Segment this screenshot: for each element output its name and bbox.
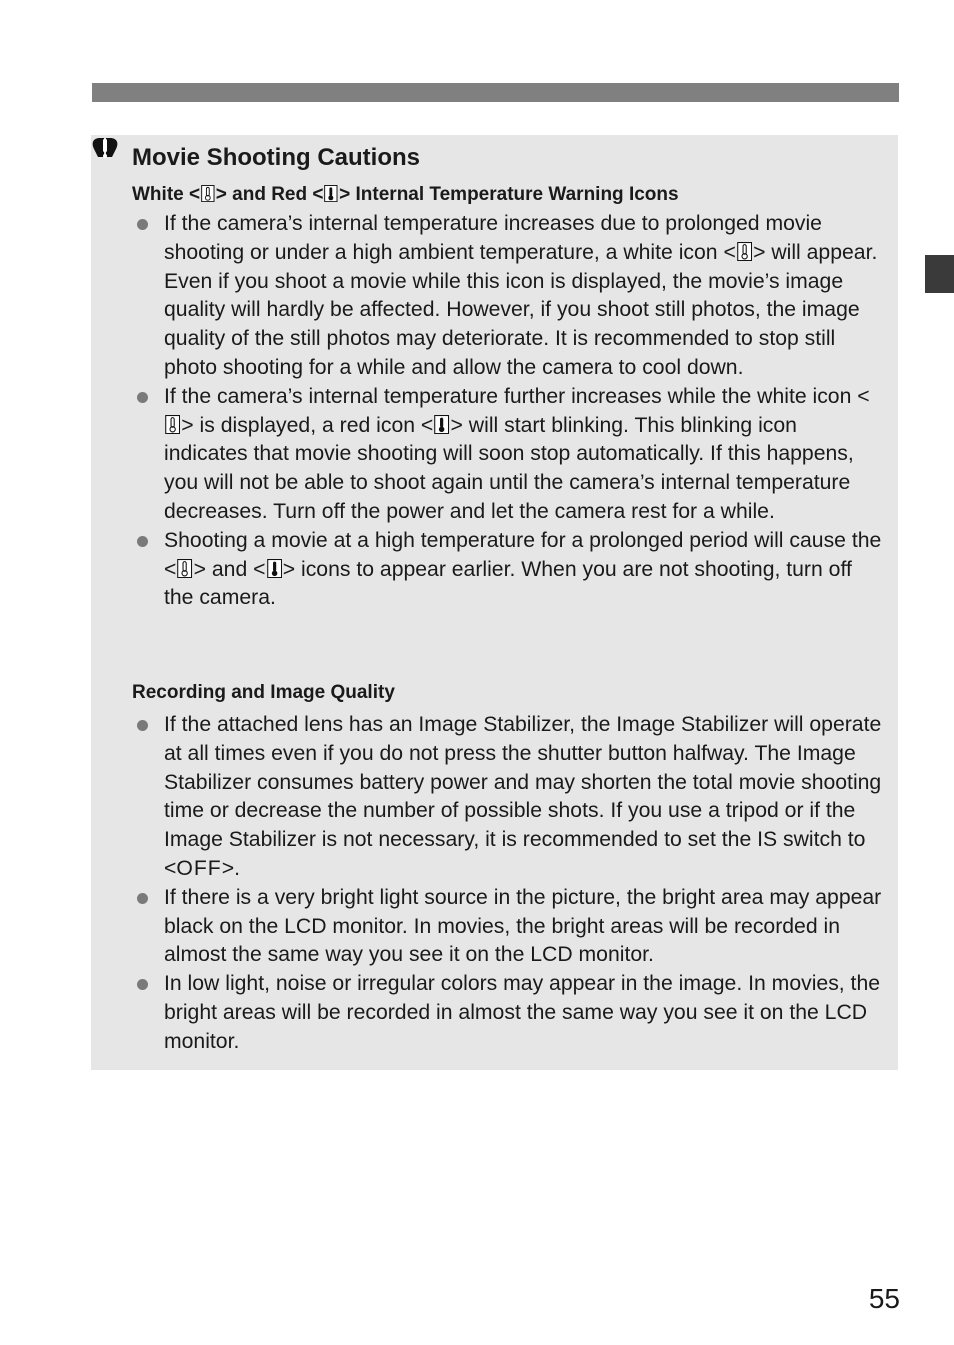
list-item bbox=[132, 711, 884, 884]
item-text: If the camera’s internal temperature further increases while the white icon < bbox=[164, 384, 870, 408]
section-heading-temperature-icons bbox=[132, 183, 679, 207]
item-text: > will appear. Even if you shoot a movie while this icon is displayed, the movie’s image quality will hardly be affected. However, if you shoot still photos, the image quality of the still photos may deteriorate. It is recommended to stop still photo shooting for a while and allow the camera to cool down. bbox=[164, 240, 878, 379]
recording-caution-list bbox=[132, 711, 884, 1057]
item-text: In low light, noise or irregular colors may appear in the image. In movies, the bright areas will be recorded in almost the same way you see it on the LCD monitor. bbox=[164, 972, 881, 1053]
list-item bbox=[132, 884, 884, 970]
white-temperature-warning-icon bbox=[177, 559, 192, 578]
item-text: If the attached lens has an Image Stabilizer, the Image Stabilizer will operate at all times even if you do not press the shutter button halfway. The Image Stabilizer consumes battery power and may shorten the total movie shooting time or decrease the number of possible shots. If you use a tripod or if the Image Stabilizer is not necessary, it is recommended to set the IS switch to < bbox=[164, 713, 882, 880]
white-temperature-warning-icon bbox=[165, 415, 180, 434]
list-item bbox=[132, 970, 884, 1056]
list-item bbox=[132, 527, 884, 613]
red-temperature-warning-icon bbox=[267, 559, 282, 578]
item-text: Shooting a movie at a high temperature for a prolonged period will cause the < bbox=[164, 528, 882, 581]
chapter-tab bbox=[925, 255, 954, 293]
list-item bbox=[132, 383, 884, 527]
temperature-caution-list bbox=[132, 210, 884, 613]
page-number: 55 bbox=[868, 1283, 900, 1314]
item-text: If there is a very bright light source in the picture, the bright area may appear black on the LCD monitor. In movies, the bright areas will be recorded in almost the same way you see it on the LCD monitor. bbox=[164, 885, 882, 967]
section-heading-recording-quality: Recording and Image Quality bbox=[132, 682, 395, 703]
red-temperature-warning-icon bbox=[434, 415, 449, 434]
item-text: > is displayed, a red icon < bbox=[181, 413, 434, 437]
heading-text: > and Red < bbox=[215, 184, 324, 205]
off-switch-label: OFF bbox=[176, 856, 222, 880]
item-text: > will start blinking. This blinking icon indicates that movie shooting will soon stop automatically. If this happens, you will not be able to shoot again until the camera’s internal temperature decreases. Turn off the power and let the camera rest for a while. bbox=[164, 413, 854, 523]
list-item bbox=[132, 210, 884, 383]
item-text: If the camera’s internal temperature increases due to prolonged movie shooting or under a high ambient temperature, a white icon < bbox=[164, 212, 822, 264]
white-temperature-warning-icon bbox=[737, 242, 752, 261]
red-temperature-warning-icon bbox=[324, 185, 338, 202]
white-temperature-warning-icon bbox=[201, 185, 215, 202]
item-text: >. bbox=[221, 856, 241, 880]
heading-text: White < bbox=[132, 184, 201, 205]
caution-exclamation-icon bbox=[89, 134, 121, 166]
header-bar bbox=[92, 83, 899, 102]
heading-text: > Internal Temperature Warning Icons bbox=[339, 184, 679, 205]
item-text: > icons to appear earlier. When you are not shooting, turn off the camera. bbox=[164, 557, 852, 610]
item-text: > and < bbox=[193, 557, 266, 581]
caution-title: Movie Shooting Cautions bbox=[132, 144, 420, 171]
